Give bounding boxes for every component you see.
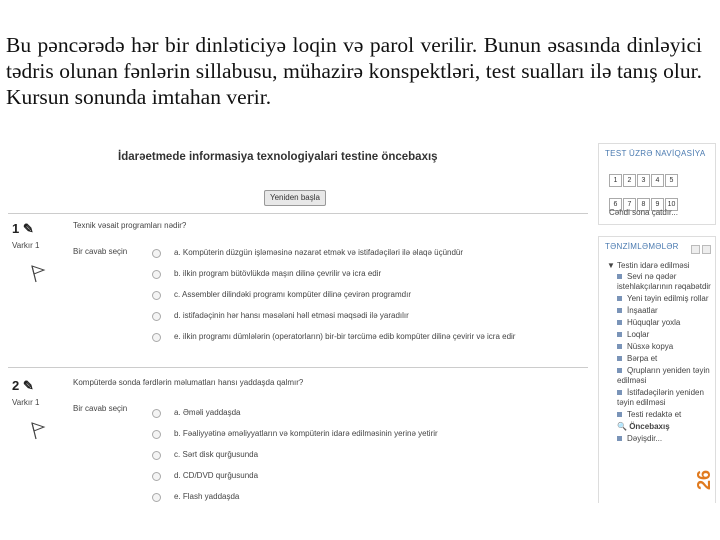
- bullet-icon: [617, 436, 622, 441]
- finish-attempt-link[interactable]: Cəhdi sona çatdır...: [609, 208, 678, 217]
- question-separator: [8, 213, 588, 214]
- answer-prompt: Bir cavab seçin: [73, 404, 128, 413]
- radio-button[interactable]: [152, 451, 161, 460]
- bullet-icon: [617, 344, 622, 349]
- admin-item[interactable]: Yeni təyin edilmiş rollar: [617, 294, 711, 304]
- quiz-title: İdarəetmede informasiya texnologiyalari testine öncebaxış: [118, 151, 438, 163]
- radio-button[interactable]: [152, 493, 161, 502]
- admin-item[interactable]: Testi redaktə et: [617, 410, 711, 420]
- flag-icon[interactable]: [30, 265, 46, 283]
- nav-heading: TEST ÜZRƏ NAVİQASİYA: [605, 149, 706, 158]
- nav-question-button[interactable]: 5: [665, 174, 678, 187]
- nav-question-button[interactable]: 10: [665, 198, 678, 211]
- quiz-sidebar: [598, 143, 714, 503]
- moodle-quiz-screenshot: [0, 143, 716, 503]
- question-text: Texnik vəsait programları nədir?: [73, 221, 187, 230]
- nav-question-button[interactable]: 3: [637, 174, 650, 187]
- admin-heading: TƏNZİMLƏMƏLƏR: [605, 242, 679, 251]
- admin-tree: [607, 261, 711, 444]
- quiz-navigation-block: [598, 143, 716, 225]
- radio-button[interactable]: [152, 270, 161, 279]
- nav-question-button[interactable]: 7: [623, 198, 636, 211]
- bullet-icon: [617, 412, 622, 417]
- nav-question-button[interactable]: 9: [651, 198, 664, 211]
- admin-item[interactable]: Bərpa et: [617, 354, 711, 364]
- admin-tree-items: [607, 272, 711, 444]
- admin-item[interactable]: Qrupların yeniden təyin edilməsi: [617, 366, 710, 385]
- bullet-icon: [617, 390, 622, 395]
- magnifier-icon: 🔍: [617, 422, 630, 431]
- admin-item[interactable]: Loqlar: [617, 330, 711, 340]
- question-text: Kompüterdə sonda fərdlərin məlumatları hansı yaddaşda qalmır?: [73, 378, 304, 387]
- radio-button[interactable]: [152, 291, 161, 300]
- admin-item[interactable]: İnşaatlar: [617, 306, 711, 316]
- caption-paragraph: Bu pəncərədə hər bir dinləticiyə loqin və parol verilir. Bunun əsasında dinləyici tədris olunan fənlərin sillabusu, mühazirə konspektləri, test sualları ilə tanış olur. Kursun sonunda imtahan verir.: [6, 33, 702, 109]
- nav-question-button[interactable]: 8: [637, 198, 650, 211]
- question-separator: [8, 367, 588, 368]
- radio-button[interactable]: [152, 409, 161, 418]
- bullet-icon: [617, 368, 622, 373]
- question-number: 2 ✎: [12, 378, 34, 393]
- admin-item[interactable]: İstifadəçilərin yeniden təyin edilməsi: [617, 388, 704, 407]
- question-mark: Varkır 1: [12, 241, 40, 250]
- question-mark: Varkır 1: [12, 398, 40, 407]
- bullet-icon: [617, 274, 622, 279]
- radio-button[interactable]: [152, 472, 161, 481]
- bullet-icon: [617, 320, 622, 325]
- flag-icon[interactable]: [30, 422, 46, 440]
- bullet-icon: [617, 308, 622, 313]
- collapse-icon[interactable]: [702, 245, 711, 254]
- block-controls: [689, 241, 711, 259]
- radio-button[interactable]: [152, 312, 161, 321]
- dock-icon[interactable]: [691, 245, 700, 254]
- bullet-icon: [617, 356, 622, 361]
- nav-question-button[interactable]: 1: [609, 174, 622, 187]
- radio-button[interactable]: [152, 333, 161, 342]
- admin-item[interactable]: Sevi nə qədər istehlakçılarının rəqabətdir: [617, 272, 711, 291]
- administration-block: [598, 236, 716, 503]
- admin-tree-root[interactable]: ▼ Testin idarə edilməsi: [607, 261, 690, 270]
- radio-button[interactable]: [152, 249, 161, 258]
- nav-question-button[interactable]: 2: [623, 174, 636, 187]
- page-number: 26: [694, 469, 714, 490]
- nav-question-button[interactable]: 6: [609, 198, 622, 211]
- admin-item[interactable]: 🔍 Öncebaxış: [617, 422, 670, 431]
- admin-item[interactable]: Hüquqlar yoxla: [617, 318, 711, 328]
- restart-button[interactable]: Yeniden başla: [264, 190, 326, 206]
- admin-item[interactable]: Nüsxə kopya: [617, 342, 711, 352]
- admin-item[interactable]: Dəyişdir...: [617, 434, 711, 444]
- question-number: 1 ✎: [12, 221, 34, 236]
- bullet-icon: [617, 332, 622, 337]
- nav-question-button[interactable]: 4: [651, 174, 664, 187]
- answer-prompt: Bir cavab seçin: [73, 247, 128, 256]
- triangle-down-icon: ▼: [607, 261, 617, 270]
- radio-button[interactable]: [152, 430, 161, 439]
- bullet-icon: [617, 296, 622, 301]
- quiz-main: İdarəetmede informasiya texnologiyalari testine öncebaxış Yeniden başla 1 ✎ Varkır 1 Texnik vəsait programları nədir? Bir cavab seçin a. Kompüterin düzgün işləməsinə nəzarət etmək və istifadəçiləri ilə əlaqə üçündür b. ilkin program bütövlükdə maşın dilinə çevrilir və icra edir c. Assembler dilindəki programı kompüter dilinə çevirən programdır d. istifadəçinin hər hansı məsələni həll etməsi məqsədi ilə yaradılır e. ilkin programı dümlələrin (operatorların) bir-bir tərcümə edib kompüter dilinə çevirir və icra edir 2 ✎ Varkır 1 Kompüterdə sonda fərdlərin məlumatları hansı yaddaşda qalmır? Bir cavab seçin a. Əməli yaddaşda b. Fəaliyyətinə əməliyyatların və kompüterin idarə edilməsinin yerinə yetirir c. Sərt disk qurğusunda d. CD/DVD qurğusunda e. Flash yaddaşda: [0, 143, 590, 503]
